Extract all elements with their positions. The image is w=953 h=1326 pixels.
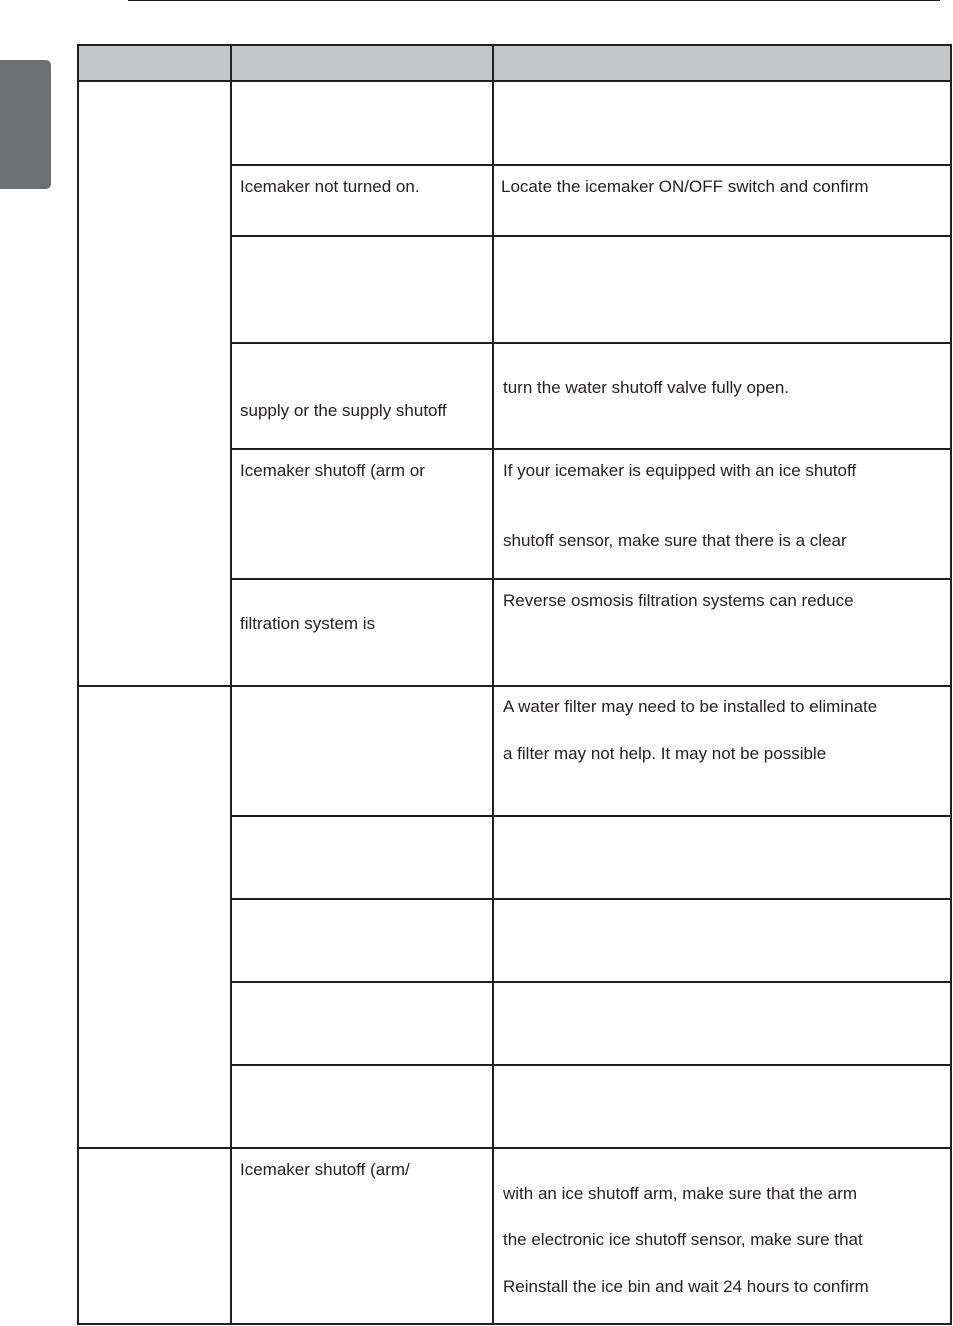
solution-text: Reinstall the ice bin and wait 24 hours to confirm	[503, 1277, 869, 1296]
header-cell-problem	[78, 46, 231, 81]
table-rule	[231, 898, 952, 900]
table-rule	[231, 981, 952, 983]
solution-text: shutoff sensor, make sure that there is a clear	[503, 531, 847, 550]
table-rule	[78, 80, 952, 82]
header-cell-solution	[493, 46, 951, 81]
solution-text: A water filter may need to be installed to eliminate	[503, 697, 878, 716]
table-rule	[231, 448, 952, 450]
cause-text: Icemaker not turned on.	[240, 177, 420, 196]
table-rule	[492, 44, 494, 1325]
table-rule	[950, 44, 952, 1325]
table-rule	[78, 44, 952, 46]
cause-text: Icemaker shutoff (arm/	[240, 1160, 410, 1179]
solution-text: Reverse osmosis filtration systems can reduce	[503, 591, 854, 610]
solution-text: turn the water shutoff valve fully open.	[503, 378, 790, 397]
header-cell-cause	[231, 46, 493, 81]
solution-text: Locate the icemaker ON/OFF switch and confirm	[501, 177, 869, 196]
table-rule	[231, 164, 952, 166]
cause-text: Icemaker shutoff (arm or	[240, 461, 425, 480]
solution-text: a filter may not help. It may not be possible	[503, 744, 827, 763]
table-rule	[231, 815, 952, 817]
cause-text: filtration system is	[240, 614, 376, 633]
solution-text: the electronic ice shutoff sensor, make sure that	[503, 1230, 863, 1249]
cause-text: supply or the supply shutoff	[240, 401, 447, 420]
table-rule	[231, 342, 952, 344]
table-rule	[231, 1064, 952, 1066]
table-rule	[231, 578, 952, 580]
table-rule	[77, 44, 79, 1325]
table-rule	[78, 1147, 952, 1149]
table-rule	[78, 1323, 952, 1325]
table-rule	[78, 685, 952, 687]
solution-text: with an ice shutoff arm, make sure that the arm	[503, 1184, 858, 1203]
solution-text: If your icemaker is equipped with an ice shutoff	[503, 461, 857, 480]
table-rule	[230, 44, 232, 1325]
table-rule	[231, 235, 952, 237]
